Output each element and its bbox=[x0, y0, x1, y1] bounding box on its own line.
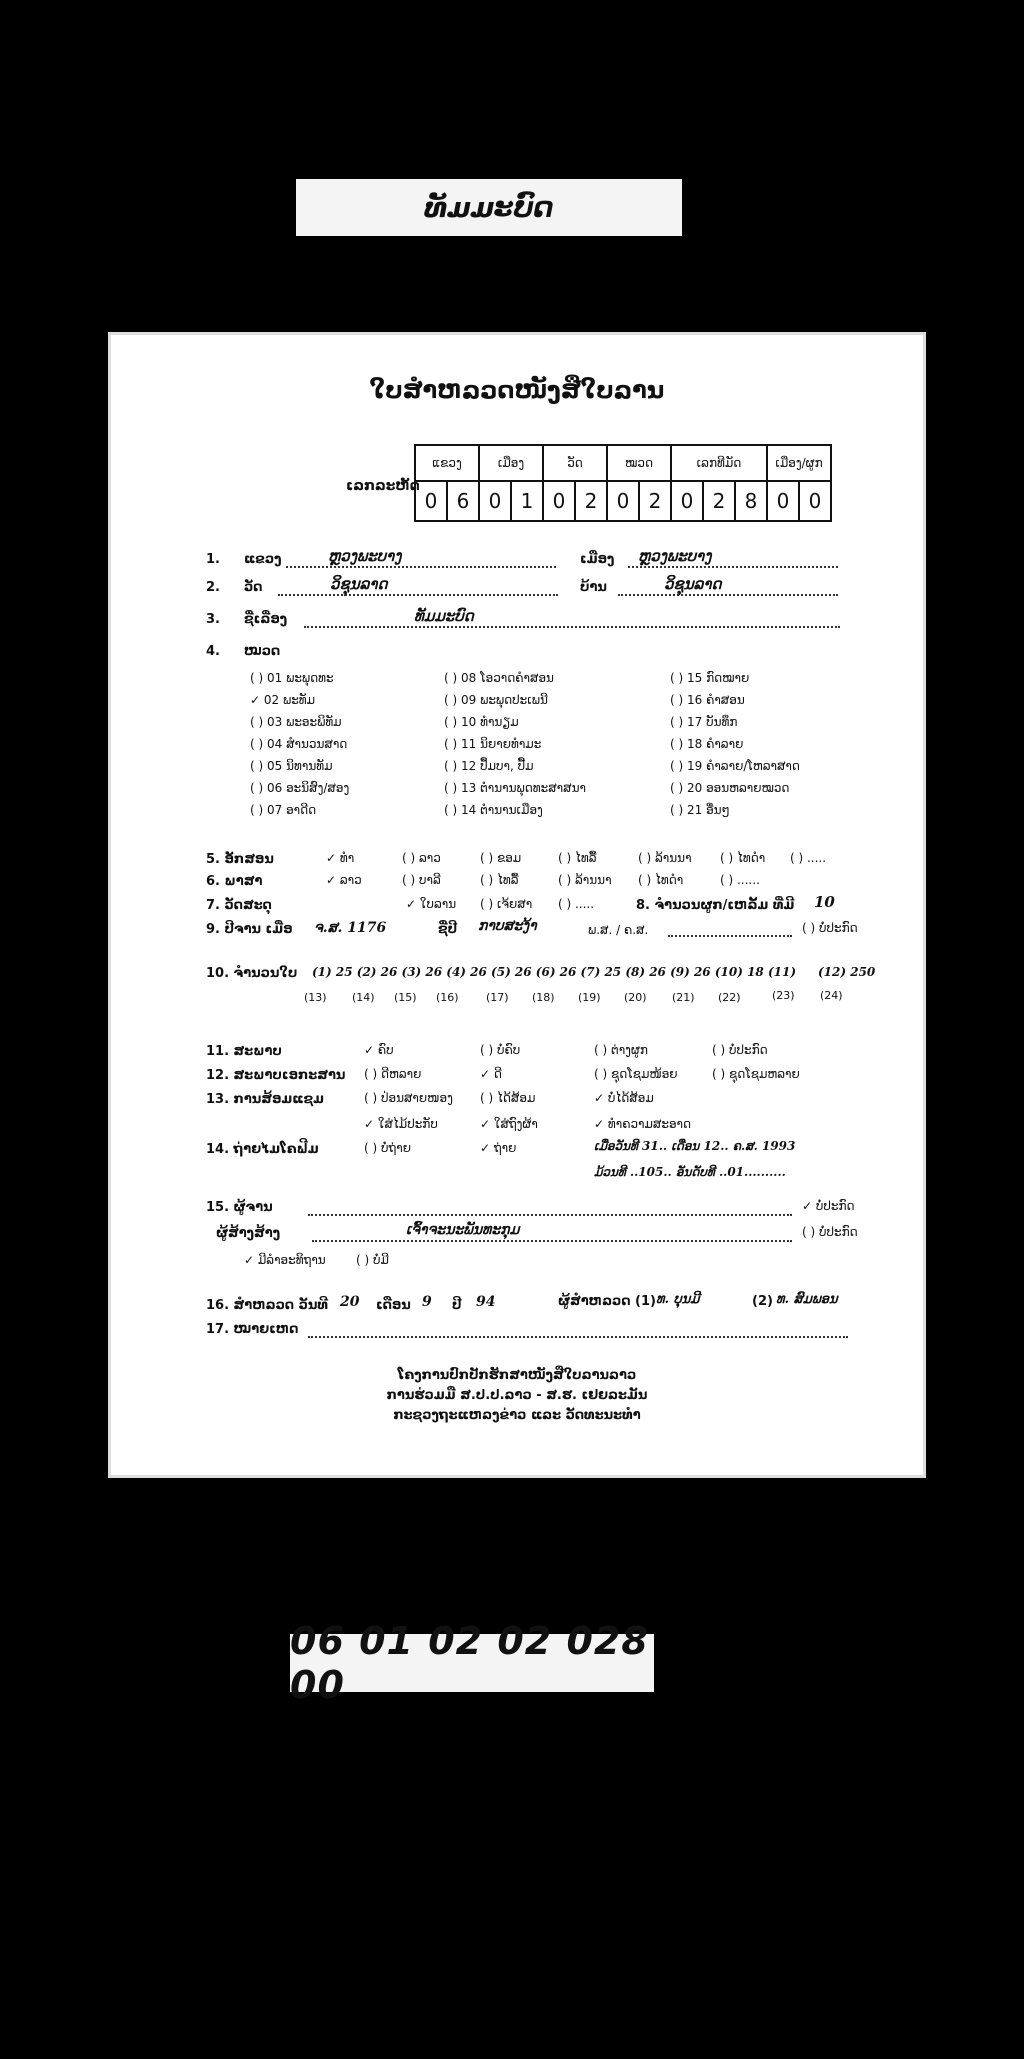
dedication-option[interactable]: ✓ ມີລຳອະທິຖານ bbox=[244, 1253, 326, 1267]
form-title: ໃບສຳຫລວດໜັງສືໃບລານ bbox=[369, 376, 665, 404]
code-digit: 0 bbox=[543, 481, 575, 521]
script-option[interactable]: ✓ ທຳ bbox=[326, 851, 355, 865]
condition-label: 12. ສະພາບເອກະສານ bbox=[206, 1068, 346, 1083]
date-label: 9. ປີຈານ ເມື່ອ bbox=[206, 922, 293, 937]
code-digit: 2 bbox=[639, 481, 671, 521]
completeness-option[interactable]: ( ) ຕ່າງຜູກ bbox=[594, 1043, 648, 1057]
language-option[interactable]: ✓ ລາວ bbox=[326, 873, 362, 887]
surveyor-2-label: (2) bbox=[752, 1294, 773, 1309]
date-unknown-option[interactable]: ( ) ບໍ່ປະກົດ bbox=[802, 921, 858, 935]
language-label: 6. ພາສາ bbox=[206, 874, 263, 889]
survey-day: 20 bbox=[340, 1294, 360, 1310]
completeness-label: 11. ສະພາບ bbox=[206, 1044, 282, 1059]
microfilm-option[interactable]: ✓ ຖ່າຍ bbox=[480, 1141, 517, 1155]
category-option[interactable]: ( ) 15 ກົດໝາຍ bbox=[670, 671, 750, 685]
category-option[interactable]: ( ) 10 ທຳນຽມ bbox=[444, 715, 519, 729]
surveyor-label: ຜູ້ສຳຫລວດ (1) bbox=[558, 1294, 656, 1309]
scribe-label: 15. ຜູ້ຈານ bbox=[206, 1200, 273, 1215]
leaf-slot: (24) bbox=[820, 989, 843, 1002]
code-header: ເມືອງ/ຜູກ bbox=[767, 445, 831, 481]
leaf-slot: (19) bbox=[578, 991, 601, 1004]
province-label: ແຂວງ bbox=[244, 552, 282, 567]
category-option[interactable]: ( ) 01 ພະພຸດທະ bbox=[250, 671, 334, 685]
material-option[interactable]: ✓ ໃບລານ bbox=[406, 897, 457, 911]
line-number: 3. bbox=[206, 612, 220, 627]
condition-option[interactable]: ( ) ຊຸດໂຊມຫລາຍ bbox=[712, 1067, 800, 1081]
repair-option[interactable]: ( ) ໄດ້ສ້ອມ bbox=[480, 1091, 536, 1105]
footer-project: ໂຄງການປົກປັກຮັກສາໜັງສືໃບລານລາວ bbox=[397, 1368, 637, 1383]
condition-option[interactable]: ( ) ດີຫລາຍ bbox=[364, 1067, 422, 1081]
category-option[interactable]: ( ) 16 ຄຳສອນ bbox=[670, 693, 745, 707]
material-option[interactable]: ( ) ..... bbox=[558, 897, 595, 911]
leaf-count-label: 10. ຈຳນວນໃບ bbox=[206, 966, 298, 981]
microfilm-date: ເມື່ອວັນທີ 31.. ເດືອນ 12.. ຄ.ສ. 1993 bbox=[594, 1139, 796, 1153]
sponsor-label: ຜູ້ສ້າງສ້າງ bbox=[216, 1226, 281, 1241]
bundle-count-value: 10 bbox=[814, 893, 835, 911]
microfilm-label: 14. ຖ່າຍໄມໂຄຟີມ bbox=[206, 1142, 319, 1157]
repair-option[interactable]: ✓ ທຳຄວາມສະອາດ bbox=[594, 1117, 692, 1131]
language-option[interactable]: ( ) ...... bbox=[720, 873, 760, 887]
material-option[interactable]: ( ) ເຈ້ຍສາ bbox=[480, 897, 533, 911]
city-value: ຫຼວງພະບາງ bbox=[638, 547, 712, 565]
name-label: ຊື່ເລື່ອງ bbox=[244, 612, 288, 627]
script-option[interactable]: ( ) ໄທດຳ bbox=[720, 851, 766, 865]
survey-month: 9 bbox=[422, 1294, 432, 1310]
script-option[interactable]: ( ) ໄທລື້ bbox=[558, 851, 597, 865]
bundle-count-label: 8. ຈຳນວນຜູກ/ເຫລັ້ມ ທີ່ມີ bbox=[636, 898, 795, 913]
category-option[interactable]: ( ) 09 ພະພຸດປະເພນີ bbox=[444, 693, 548, 707]
category-option[interactable]: ( ) 12 ປຶ້ມບາ, ປື້ມ bbox=[444, 759, 534, 773]
remarks-label: 17. ໝາຍເຫດ bbox=[206, 1322, 299, 1337]
dedication-option[interactable]: ( ) ບໍ່ມີ bbox=[356, 1253, 389, 1267]
script-option[interactable]: ( ) ລ້ານນາ bbox=[638, 851, 692, 865]
leaf-slot: (13) bbox=[304, 991, 327, 1004]
language-option[interactable]: ( ) ລ້ານນາ bbox=[558, 873, 612, 887]
completeness-option[interactable]: ( ) ບໍ່ປະກົດ bbox=[712, 1043, 768, 1057]
code-digit: 0 bbox=[767, 481, 799, 521]
category-option[interactable]: ( ) 19 ຄຳລາຍ/ໂຫລາສາດ bbox=[670, 759, 800, 773]
category-option[interactable]: ( ) 14 ຕຳນານເມືອງ bbox=[444, 803, 543, 817]
repair-option[interactable]: ( ) ປ່ອນສາຍໜອງ bbox=[364, 1091, 453, 1105]
wat-label: ວັດ bbox=[244, 580, 263, 595]
code-digit: 0 bbox=[607, 481, 639, 521]
category-option[interactable]: ( ) 20 ອອນຫລາຍໝວດ bbox=[670, 781, 790, 795]
code-header: ວັດ bbox=[543, 445, 607, 481]
survey-date-label: 16. ສຳຫລວດ ວັນທີ bbox=[206, 1298, 329, 1313]
completeness-option[interactable]: ( ) ບໍ່ຄົບ bbox=[480, 1043, 521, 1057]
leaf-slot: (18) bbox=[532, 991, 555, 1004]
script-option[interactable]: ( ) ..... bbox=[790, 851, 827, 865]
category-option[interactable]: ( ) 03 ພະອະພິທັມ bbox=[250, 715, 342, 729]
repair-label: 13. ການສ້ອມແຊມ bbox=[206, 1092, 325, 1107]
code-digit: 2 bbox=[703, 481, 735, 521]
sponsor-value: ເຈົ້າຈະນະພັນທະກຸມ bbox=[406, 1222, 520, 1238]
material-label: 7. ວັດສະດຸ bbox=[206, 898, 272, 913]
leaf-slot: (23) bbox=[772, 989, 795, 1002]
code-header: ເມືອງ bbox=[479, 445, 543, 481]
surveyor-1: ທ. ບຸນມີ bbox=[656, 1292, 700, 1307]
city-label: ເມືອງ bbox=[580, 552, 615, 567]
leaf-slot: (17) bbox=[486, 991, 509, 1004]
year-name-label: ຊື່ປີ bbox=[438, 922, 458, 937]
survey-year: 94 bbox=[476, 1294, 496, 1310]
repair-option[interactable]: ✓ ໃສ່ຖົງຜ້າ bbox=[480, 1117, 538, 1131]
code-header: ໝວດ bbox=[607, 445, 671, 481]
era-label: ພ.ສ. / ຄ.ສ. bbox=[588, 923, 649, 937]
category-option[interactable]: ( ) 06 ອະນິສົງ/ສອງ bbox=[250, 781, 350, 795]
code-digit: 2 bbox=[575, 481, 607, 521]
scribe-unknown-option[interactable]: ✓ ບໍ່ປະກົດ bbox=[802, 1199, 855, 1213]
category-option[interactable]: ( ) 07 ອາດີດ bbox=[250, 803, 317, 817]
code-header: ແຂວງ bbox=[415, 445, 479, 481]
category-option[interactable]: ✓ 02 ພະທັມ bbox=[250, 693, 316, 707]
leaf-slot: (22) bbox=[718, 991, 741, 1004]
leaf-slot: (21) bbox=[672, 991, 695, 1004]
category-option[interactable]: ( ) 18 ຄຳລາຍ bbox=[670, 737, 744, 751]
code-digit: 8 bbox=[735, 481, 767, 521]
village-label: ບ້ານ bbox=[580, 580, 607, 595]
language-option[interactable]: ( ) ໄທລື້ bbox=[480, 873, 519, 887]
code-digit: 0 bbox=[799, 481, 831, 521]
wat-value: ວິຊຸນລາດ bbox=[330, 575, 388, 593]
completeness-option[interactable]: ✓ ຄົບ bbox=[364, 1043, 394, 1057]
category-option[interactable]: ( ) 08 ໂອວາດຄຳສອນ bbox=[444, 671, 554, 685]
category-label: ໝວດ bbox=[244, 644, 281, 659]
category-option[interactable]: ( ) 21 ອື່ນໆ bbox=[670, 803, 730, 817]
code-digit: 0 bbox=[479, 481, 511, 521]
village-value: ວິຊຸນລາດ bbox=[664, 575, 722, 593]
category-option[interactable]: ( ) 05 ນິທານທັມ bbox=[250, 759, 333, 773]
script-option[interactable]: ( ) ຂອມ bbox=[480, 851, 522, 865]
leaf-slot: (15) bbox=[394, 991, 417, 1004]
script-option[interactable]: ( ) ລາວ bbox=[402, 851, 441, 865]
survey-month-label: ເດືອນ bbox=[376, 1298, 411, 1313]
leaf-slot: (14) bbox=[352, 991, 375, 1004]
leaf-slot: (20) bbox=[624, 991, 647, 1004]
line-number: 2. bbox=[206, 580, 220, 595]
sponsor-unknown-option[interactable]: ( ) ບໍ່ປະກົດ bbox=[802, 1225, 858, 1239]
category-option[interactable]: ( ) 04 ສຳນວນສາດ bbox=[250, 737, 348, 751]
code-header: ເລກທີມັດ bbox=[671, 445, 767, 481]
line-number: 4. bbox=[206, 644, 220, 659]
leaf-slot: (16) bbox=[436, 991, 459, 1004]
code-label: ເລກລະຫັດ bbox=[346, 478, 420, 494]
microfilm-roll: ມ້ວນທີ ..105.. ອັນດັບທີ ..01.......... bbox=[594, 1165, 786, 1179]
page-title-label: ທັມມະບົດ bbox=[296, 179, 682, 236]
footer-cooperation: ການຮ່ວມມື ສ.ປ.ປ.ລາວ - ສ.ຮ. ເຢຍລະມັນ bbox=[386, 1388, 648, 1403]
leaf-counts: (1) 25 (2) 26 (3) 26 (4) 26 (5) 26 (6) 26 (7) 25 (8) 26 (9) 26 (10) 18 (11) bbox=[312, 965, 797, 979]
condition-option[interactable]: ✓ ດີ bbox=[480, 1067, 502, 1081]
microfilm-option[interactable]: ( ) ບໍ່ຖ່າຍ bbox=[364, 1141, 411, 1155]
province-value: ຫຼວງພະບາງ bbox=[328, 547, 402, 565]
category-option[interactable]: ( ) 17 ບັນທຶກ bbox=[670, 715, 738, 729]
code-digit: 0 bbox=[671, 481, 703, 521]
code-table bbox=[414, 444, 832, 522]
footer-ministry: ກະຊວງຖະແຫລງຂ່າວ ແລະ ວັດທະນະທຳ bbox=[393, 1408, 641, 1423]
date-value: ຈ.ສ. 1176 bbox=[314, 920, 387, 936]
surveyor-2: ທ. ສົມພອນ bbox=[776, 1292, 838, 1307]
name-value: ທັມມະບົດ bbox=[414, 607, 474, 625]
survey-form-sheet bbox=[108, 332, 926, 1478]
leaf-total: (12) 250 bbox=[818, 965, 876, 979]
condition-option[interactable]: ( ) ຊຸດໂຊມໜ້ອຍ bbox=[594, 1067, 678, 1081]
code-digit: 0 bbox=[415, 481, 447, 521]
manuscript-id-label: 06 01 02 02 028 00 bbox=[290, 1634, 654, 1692]
code-digit: 6 bbox=[447, 481, 479, 521]
language-option[interactable]: ( ) ໄທດຳ bbox=[638, 873, 684, 887]
survey-year-label: ປີ bbox=[452, 1298, 462, 1313]
language-option[interactable]: ( ) ບາລີ bbox=[402, 873, 441, 887]
line-number: 1. bbox=[206, 552, 220, 567]
repair-option[interactable]: ✓ ບໍ່ໄດ້ສ້ອມ bbox=[594, 1091, 654, 1105]
category-option[interactable]: ( ) 13 ຕຳນານພຸດທະສາສນາ bbox=[444, 781, 586, 795]
script-label: 5. ອັກສອນ bbox=[206, 852, 274, 867]
repair-option[interactable]: ✓ ໃສ່ໄມ້ປະກັບ bbox=[364, 1117, 438, 1131]
year-name-value: ກາບສະງ້າ bbox=[478, 918, 537, 934]
code-digit: 1 bbox=[511, 481, 543, 521]
category-option[interactable]: ( ) 11 ນິຍາຍທຳມະ bbox=[444, 737, 542, 751]
